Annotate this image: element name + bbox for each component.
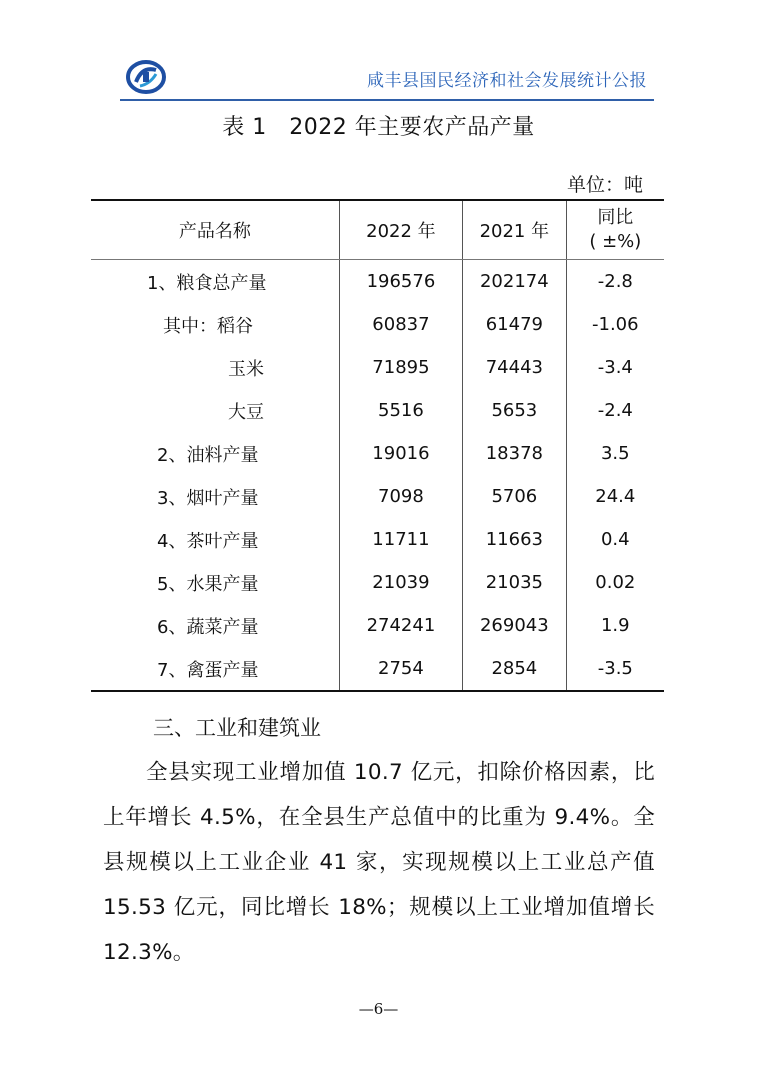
table-row [91,303,664,346]
header-divider [120,99,654,101]
row-value-2022: 274241 [339,604,462,647]
table-row [91,561,664,604]
row-yoy: 24.4 [566,475,664,518]
report-header-title: 咸丰县国民经济和社会发展统计公报 [367,71,647,91]
row-yoy: 0.4 [566,518,664,561]
row-yoy: 1.9 [566,604,664,647]
row-value-2022: 71895 [339,346,462,389]
row-value-2021: 18378 [463,432,567,475]
row-yoy: -2.4 [566,389,664,432]
row-yoy: -2.8 [566,260,664,304]
row-product-name: 1、粮食总产量 [147,272,267,294]
header-yoy [566,200,664,260]
statistics-logo-icon [126,60,166,94]
row-value-2021: 5706 [463,475,567,518]
header-yoy-line1: 同比 [597,207,634,228]
row-product-name: 2、油料产量 [157,444,259,466]
row-value-2022: 21039 [339,561,462,604]
header-yoy-line2: ( ±%) [589,231,642,252]
row-yoy: 3.5 [566,432,664,475]
table-row [91,647,664,691]
row-value-2021: 5653 [463,389,567,432]
row-value-2021: 61479 [463,303,567,346]
row-value-2021: 2854 [463,647,567,691]
row-yoy: -3.5 [566,647,664,691]
row-value-2022: 196576 [339,260,462,304]
table-row [91,432,664,475]
paragraph-text: 全县实现工业增加值 10.7 亿元，扣除价格因素，比上年增长 4.5%，在全县生产总值中的比重为 9.4%。全县规模以上工业企业 41 家，实现规模以上工业总产值 15.53 亿元，同比增长 18%；规模以上工业增加值增长 12.3%。 [103,760,655,965]
header-year-2021: 2021 年 [463,200,567,260]
header-product-name: 产品名称 [91,200,339,260]
row-value-2022: 11711 [339,518,462,561]
row-value-2022: 7098 [339,475,462,518]
row-product-name: 7、禽蛋产量 [157,659,259,681]
unit-label: 单位：吨 [566,174,643,196]
row-product-name: 大豆 [228,401,264,423]
agriculture-output-table [91,199,664,692]
row-yoy: -1.06 [566,303,664,346]
row-value-2021: 11663 [463,518,567,561]
row-value-2021: 269043 [463,604,567,647]
row-value-2021: 202174 [463,260,567,304]
table-row [91,346,664,389]
row-product-name: 3、烟叶产量 [157,487,259,509]
section-paragraph [103,750,655,975]
row-product-name: 4、茶叶产量 [157,530,259,552]
row-product-name: 6、蔬菜产量 [157,616,259,638]
table-row [91,475,664,518]
table-row [91,389,664,432]
header-year-2022: 2022 年 [339,200,462,260]
row-value-2022: 2754 [339,647,462,691]
row-product-name: 5、水果产量 [157,573,259,595]
table-row [91,604,664,647]
row-value-2022: 60837 [339,303,462,346]
row-value-2021: 21035 [463,561,567,604]
page-number: —6— [358,1000,399,1018]
row-yoy: -3.4 [566,346,664,389]
row-value-2022: 19016 [339,432,462,475]
row-value-2022: 5516 [339,389,462,432]
row-product-name: 其中：稻谷 [163,315,253,337]
row-product-name: 玉米 [228,358,264,380]
row-yoy: 0.02 [566,561,664,604]
table-row [91,518,664,561]
table-header-row [91,200,664,260]
row-value-2021: 74443 [463,346,567,389]
table-title: 表 1 2022 年主要农产品产量 [222,115,535,140]
section-heading: 三、工业和建筑业 [153,716,321,740]
table-row [91,260,664,304]
